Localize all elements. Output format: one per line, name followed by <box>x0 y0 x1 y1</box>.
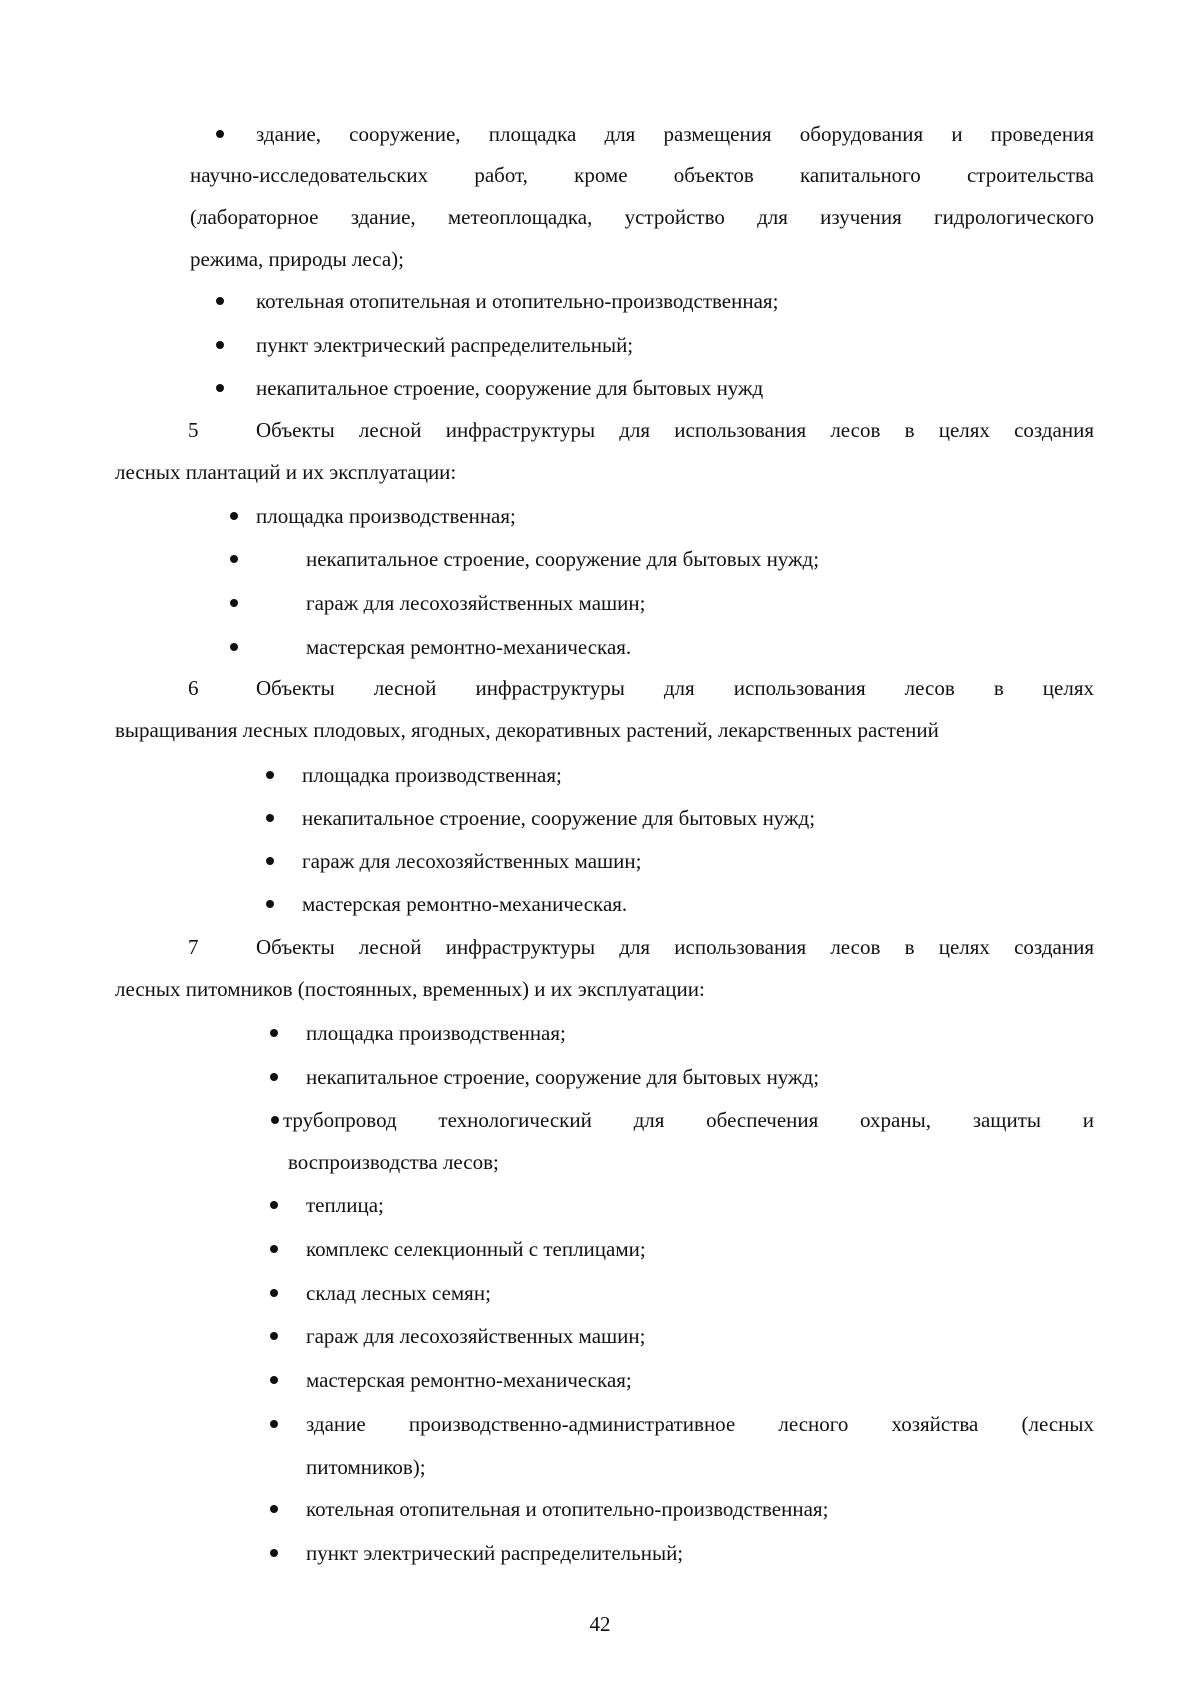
section-heading-text: лесных плантаций и их эксплуатации: <box>115 460 457 484</box>
section-heading-text: Объекты лесной инфраструктуры для использования лесов в целях <box>256 676 1094 700</box>
list-item-text: пункт электрический распределительный; <box>306 1541 684 1565</box>
list-item-text: котельная отопительная и отопительно-производственная; <box>306 1497 829 1521</box>
list-item-text: комплекс селекционный с теплицами; <box>306 1237 646 1261</box>
section-heading-text: лесных питомников (постоянных, временных) и их эксплуатации: <box>115 977 705 1001</box>
list-item-text: некапитальное строение, сооружение для бытовых нужд <box>256 376 764 400</box>
bullet-icon <box>270 1289 278 1297</box>
list-item-text: воспроизводства лесов; <box>288 1150 499 1174</box>
list-item-text: площадка производственная; <box>256 504 516 528</box>
section-heading-text: Объекты лесной инфраструктуры для использования лесов в целях создания <box>256 418 1094 442</box>
bullet-icon <box>270 1245 278 1253</box>
list-item-text: здание производственно-административное лесного хозяйства (лесных <box>306 1412 1094 1436</box>
list-item-text: здание, сооружение, площадка для размещения оборудования и проведения <box>256 122 1094 146</box>
bullet-icon <box>216 297 224 305</box>
bullet-icon <box>270 1029 278 1037</box>
list-item-text: режима, природы леса); <box>190 247 404 271</box>
list-item-text: (лабораторное здание, метеоплощадка, устройство для изучения гидрологического <box>190 205 1094 229</box>
list-item-text: площадка производственная; <box>302 763 562 787</box>
bullet-icon <box>271 1116 279 1124</box>
list-item-text: теплица; <box>306 1193 384 1217</box>
bullet-icon <box>230 555 238 563</box>
bullet-icon <box>230 599 238 607</box>
bullet-icon <box>216 341 224 349</box>
bullet-icon <box>270 1376 278 1384</box>
section-number: 7 <box>188 935 199 959</box>
list-item-text: мастерская ремонтно-механическая. <box>302 892 628 916</box>
bullet-icon <box>270 1420 278 1428</box>
list-item-text: некапитальное строение, сооружение для бытовых нужд; <box>306 1065 820 1089</box>
page-number: 42 <box>589 1612 611 1636</box>
bullet-icon <box>266 900 274 908</box>
list-item-text: гараж для лесохозяйственных машин; <box>306 1324 646 1348</box>
bullet-icon <box>216 130 224 138</box>
bullet-icon <box>266 814 274 822</box>
list-item-text: питомников); <box>306 1455 426 1479</box>
list-item-text: научно-исследовательских работ, кроме объектов капитального строительства <box>190 163 1094 187</box>
bullet-icon <box>230 643 238 651</box>
bullet-icon <box>270 1201 278 1209</box>
list-item-text: некапитальное строение, сооружение для бытовых нужд; <box>302 806 816 830</box>
bullet-icon <box>270 1073 278 1081</box>
section-heading-text: выращивания лесных плодовых, ягодных, декоративных растений, лекарственных растений <box>115 718 939 742</box>
bullet-icon <box>270 1549 278 1557</box>
bullet-icon <box>270 1332 278 1340</box>
bullet-icon <box>270 1505 278 1513</box>
list-item-text: склад лесных семян; <box>306 1281 491 1305</box>
list-item-text: мастерская ремонтно-механическая. <box>306 635 632 659</box>
list-item-text: мастерская ремонтно-механическая; <box>306 1368 632 1392</box>
section-heading-text: Объекты лесной инфраструктуры для использования лесов в целях создания <box>256 935 1094 959</box>
list-item-text: гараж для лесохозяйственных машин; <box>306 591 646 615</box>
list-item-text: площадка производственная; <box>306 1021 566 1045</box>
bullet-icon <box>266 857 274 865</box>
bullet-icon <box>266 771 274 779</box>
section-number: 6 <box>188 676 199 700</box>
list-item-text: некапитальное строение, сооружение для бытовых нужд; <box>306 547 820 571</box>
bullet-icon <box>230 512 238 520</box>
list-item-text: трубопровод технологический для обеспечения охраны, защиты и <box>283 1108 1094 1132</box>
bullet-icon <box>216 384 224 392</box>
list-item-text: пункт электрический распределительный; <box>256 333 634 357</box>
section-number: 5 <box>188 418 199 442</box>
list-item-text: гараж для лесохозяйственных машин; <box>302 849 642 873</box>
list-item-text: котельная отопительная и отопительно-производственная; <box>256 289 779 313</box>
